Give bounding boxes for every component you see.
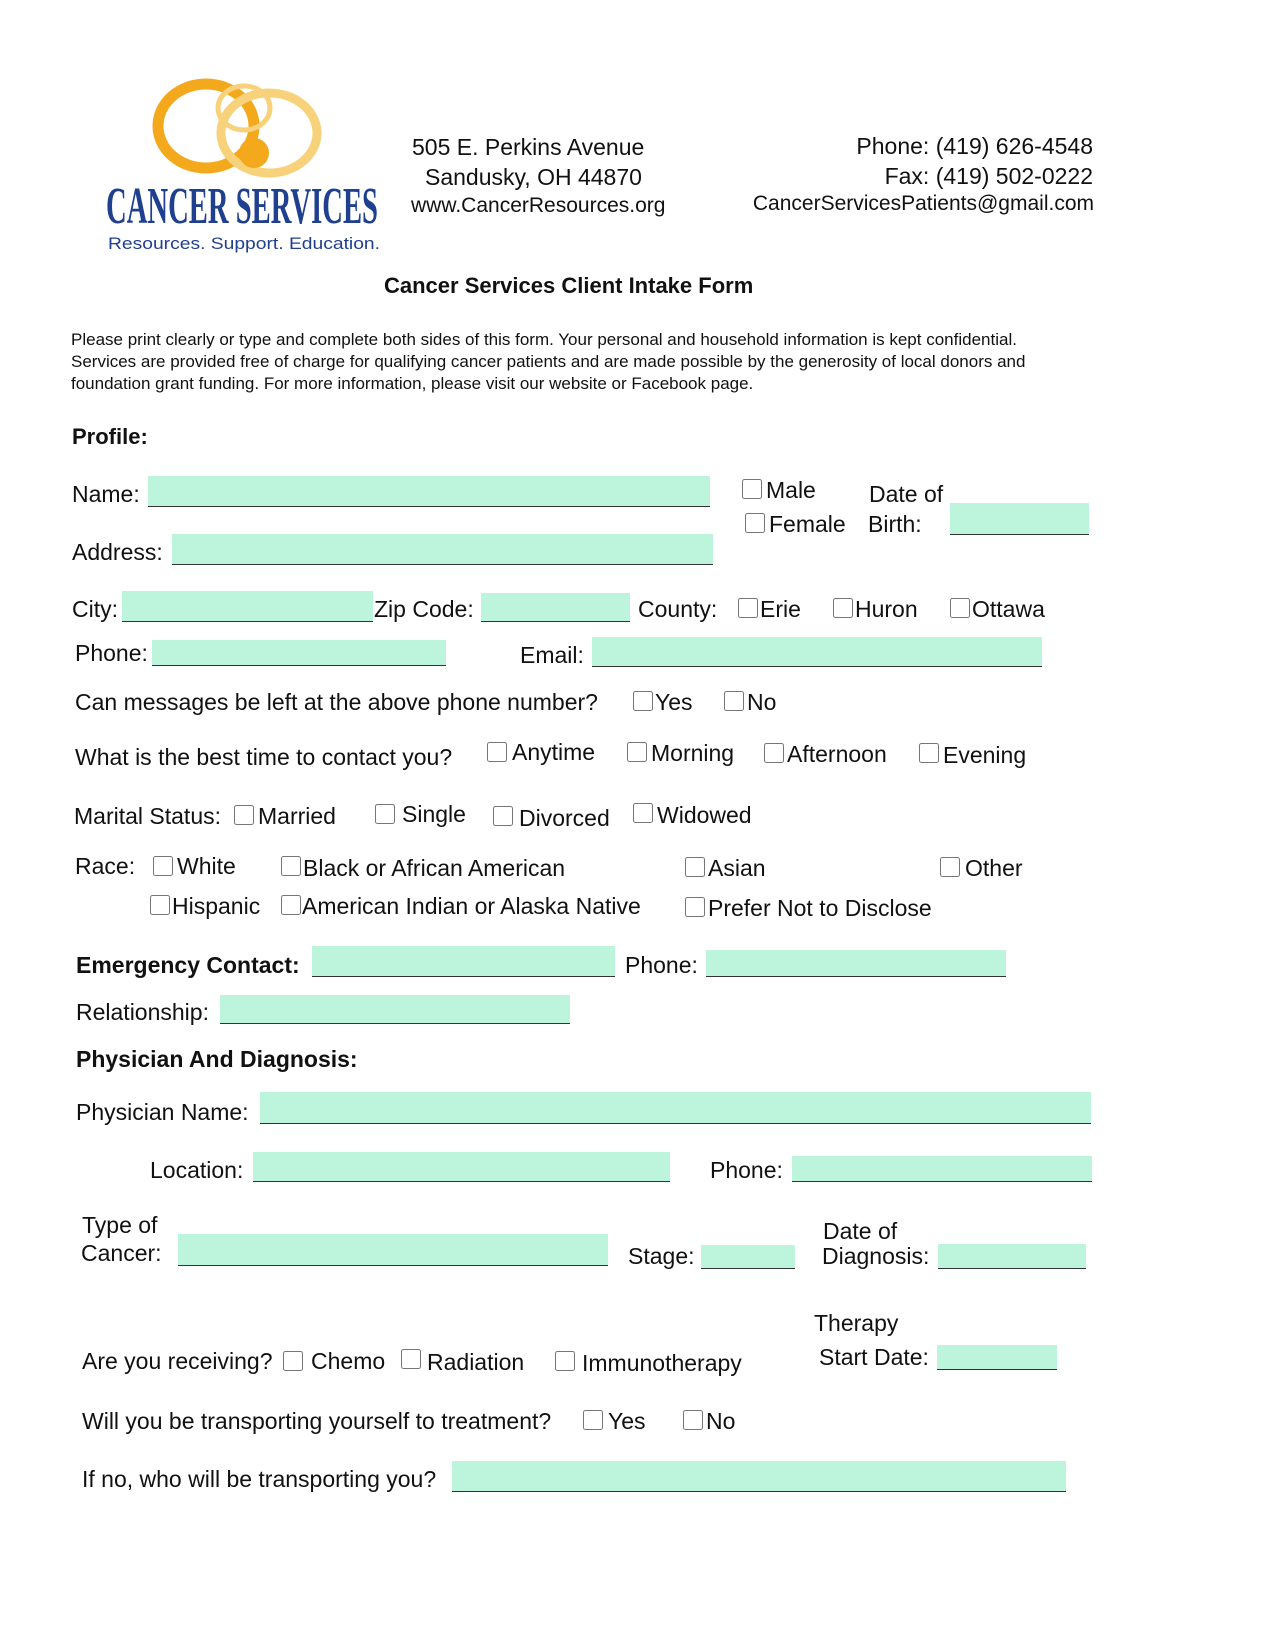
header-email[interactable]: CancerServicesPatients@gmail.com [752, 192, 1094, 215]
race-native-label: American Indian or Alaska Native [302, 893, 641, 919]
marital-widowed-label: Widowed [657, 802, 752, 828]
county-erie-checkbox[interactable] [738, 597, 758, 619]
name-field[interactable] [148, 476, 710, 507]
cancer-type-label-line2: Cancer: [81, 1240, 162, 1266]
marital-widowed-checkbox[interactable] [633, 802, 653, 824]
radiation-label: Radiation [427, 1349, 525, 1375]
race-black-checkbox[interactable] [281, 855, 301, 877]
race-hispanic-label: Hispanic [172, 893, 261, 919]
transport-who-field[interactable] [452, 1461, 1066, 1492]
emergency-contact-input[interactable] [312, 946, 615, 976]
intro-line-3: foundation grant funding. For more information, please visit our website or Facebook page. [71, 374, 754, 393]
cancer-services-logo [104, 78, 404, 268]
intro-line-1: Please print clearly or type and complete both sides of this form. Your personal and household information is kept confidential. [71, 330, 1017, 349]
male-label: Male [766, 477, 816, 503]
logo-text: CANCER SERVICES [106, 178, 378, 235]
female-label: Female [769, 511, 846, 537]
physician-name-field[interactable] [260, 1092, 1091, 1124]
emergency-phone-field[interactable] [706, 950, 1006, 977]
female-checkbox[interactable] [745, 512, 765, 534]
email-input[interactable] [592, 637, 1042, 666]
physician-heading: Physician And Diagnosis: [76, 1046, 358, 1072]
zip-input[interactable] [481, 593, 630, 621]
chemo-checkbox[interactable] [283, 1350, 303, 1372]
county-huron-checkbox[interactable] [833, 597, 853, 619]
address-input[interactable] [172, 534, 713, 564]
transport-no-label: No [706, 1408, 736, 1434]
male-checkbox[interactable] [742, 478, 762, 500]
county-huron-label: Huron [855, 596, 918, 622]
website-link[interactable]: www.CancerResources.org [411, 194, 666, 217]
emergency-contact-label: Emergency Contact: [76, 952, 300, 978]
immunotherapy-label: Immunotherapy [582, 1350, 742, 1376]
marital-single-checkbox[interactable] [375, 803, 395, 825]
contact-afternoon-checkbox[interactable] [764, 742, 784, 764]
chemo-label: Chemo [311, 1348, 386, 1374]
header-fax: Fax: (419) 502-0222 [884, 163, 1093, 189]
race-other-checkbox[interactable] [940, 856, 960, 878]
messages-no-label: No [747, 689, 777, 715]
cancer-type-field[interactable] [178, 1234, 608, 1266]
dob-input[interactable] [950, 503, 1089, 534]
transport-yes-label: Yes [608, 1408, 646, 1434]
dob-label-line2: Birth: [868, 511, 922, 537]
therapy-start-date-field[interactable] [937, 1345, 1057, 1370]
logo-rings-graphic [104, 78, 404, 268]
dob-field[interactable] [950, 503, 1089, 535]
relationship-field[interactable] [220, 995, 570, 1024]
header-phone: Phone: (419) 626-4548 [856, 133, 1093, 159]
city-input[interactable] [122, 591, 373, 621]
phone-label: Phone: [75, 640, 148, 666]
address-label: Address: [72, 539, 163, 565]
messages-yes-checkbox[interactable] [633, 690, 653, 712]
location-input[interactable] [253, 1152, 670, 1181]
location-field[interactable] [253, 1152, 670, 1182]
address-line-2: Sandusky, OH 44870 [425, 164, 642, 190]
dob-label-line1: Date of [869, 481, 944, 507]
stage-field[interactable] [701, 1245, 795, 1269]
relationship-label: Relationship: [76, 999, 209, 1025]
race-prefer-not-label: Prefer Not to Disclose [708, 895, 932, 921]
county-ottawa-checkbox[interactable] [950, 597, 970, 619]
race-other-label: Other [965, 855, 1023, 881]
contact-anytime-checkbox[interactable] [487, 741, 507, 763]
county-erie-label: Erie [760, 596, 801, 622]
race-native-checkbox[interactable] [281, 894, 301, 916]
contact-time-question: What is the best time to contact you? [75, 744, 453, 770]
logo-tagline: Resources. Support. Education. [108, 234, 380, 253]
diagnosis-date-label-line2: Diagnosis: [822, 1243, 930, 1269]
contact-anytime-label: Anytime [512, 739, 596, 765]
cancer-type-label-line1: Type of [82, 1212, 158, 1238]
race-label: Race: [75, 853, 136, 879]
immunotherapy-checkbox[interactable] [555, 1350, 575, 1372]
zip-label: Zip Code: [374, 596, 474, 622]
transport-no-checkbox[interactable] [683, 1409, 703, 1431]
intro-line-2: Services are provided free of charge for qualifying cancer patients and are made possible by the generosity of local donors and [71, 352, 1026, 371]
messages-yes-label: Yes [655, 689, 693, 715]
name-input[interactable] [148, 476, 710, 506]
diagnosis-date-label-line1: Date of [823, 1218, 898, 1244]
contact-afternoon-label: Afternoon [787, 741, 887, 767]
profile-heading: Profile: [72, 424, 148, 449]
contact-morning-label: Morning [651, 740, 735, 766]
emergency-phone-input[interactable] [706, 950, 1006, 976]
contact-morning-checkbox[interactable] [627, 741, 647, 763]
zip-field[interactable] [481, 593, 630, 622]
transport-yes-checkbox[interactable] [583, 1409, 603, 1431]
therapy-start-date-input[interactable] [937, 1345, 1057, 1369]
address-line-1: 505 E. Perkins Avenue [412, 134, 645, 160]
diagnosis-date-input[interactable] [938, 1244, 1086, 1268]
city-field[interactable] [122, 591, 373, 622]
receiving-question: Are you receiving? [82, 1348, 273, 1374]
phone-input[interactable] [152, 640, 446, 665]
race-hispanic-checkbox[interactable] [150, 894, 170, 916]
marital-divorced-checkbox[interactable] [493, 805, 513, 827]
therapy-label-line2: Start Date: [819, 1344, 929, 1370]
email-field[interactable] [592, 637, 1042, 667]
contact-evening-label: Evening [943, 742, 1027, 768]
email-label: Email: [520, 642, 584, 668]
race-prefer-not-checkbox[interactable] [685, 896, 705, 918]
physician-name-label: Physician Name: [76, 1099, 249, 1125]
diagnosis-date-field[interactable] [938, 1244, 1086, 1269]
physician-phone-input[interactable] [792, 1156, 1092, 1181]
marital-single-label: Single [402, 801, 466, 827]
cancer-type-input[interactable] [178, 1234, 608, 1265]
race-black-label: Black or African American [303, 855, 566, 881]
marital-married-label: Married [258, 803, 336, 829]
location-label: Location: [150, 1157, 244, 1183]
contact-evening-checkbox[interactable] [919, 742, 939, 764]
radiation-checkbox[interactable] [401, 1348, 421, 1370]
transport-question: Will you be transporting yourself to treatment? [82, 1408, 552, 1434]
physician-phone-label: Phone: [710, 1157, 783, 1183]
stage-input[interactable] [701, 1245, 795, 1268]
county-ottawa-label: Ottawa [972, 596, 1045, 622]
race-white-label: White [177, 853, 236, 879]
transport-who-question: If no, who will be transporting you? [82, 1466, 437, 1492]
messages-no-checkbox[interactable] [724, 690, 744, 712]
race-asian-label: Asian [708, 855, 766, 881]
name-label: Name: [72, 481, 140, 507]
relationship-input[interactable] [220, 995, 570, 1023]
marital-married-checkbox[interactable] [234, 804, 254, 826]
county-label: County: [638, 596, 718, 622]
transport-who-input[interactable] [452, 1461, 1066, 1491]
address-field[interactable] [172, 534, 713, 565]
stage-label: Stage: [628, 1243, 695, 1269]
city-label: City: [72, 596, 118, 622]
marital-divorced-label: Divorced [519, 805, 610, 831]
emergency-phone-label: Phone: [625, 952, 698, 978]
marital-label: Marital Status: [74, 803, 221, 829]
physician-phone-field[interactable] [792, 1156, 1092, 1182]
race-asian-checkbox[interactable] [685, 856, 705, 878]
emergency-contact-field[interactable] [312, 946, 615, 977]
form-title: Cancer Services Client Intake Form [384, 273, 754, 298]
therapy-label-line1: Therapy [814, 1310, 899, 1336]
messages-question: Can messages be left at the above phone number? [75, 689, 598, 715]
physician-name-input[interactable] [260, 1092, 1091, 1123]
race-white-checkbox[interactable] [153, 855, 173, 877]
phone-field[interactable] [152, 640, 446, 666]
